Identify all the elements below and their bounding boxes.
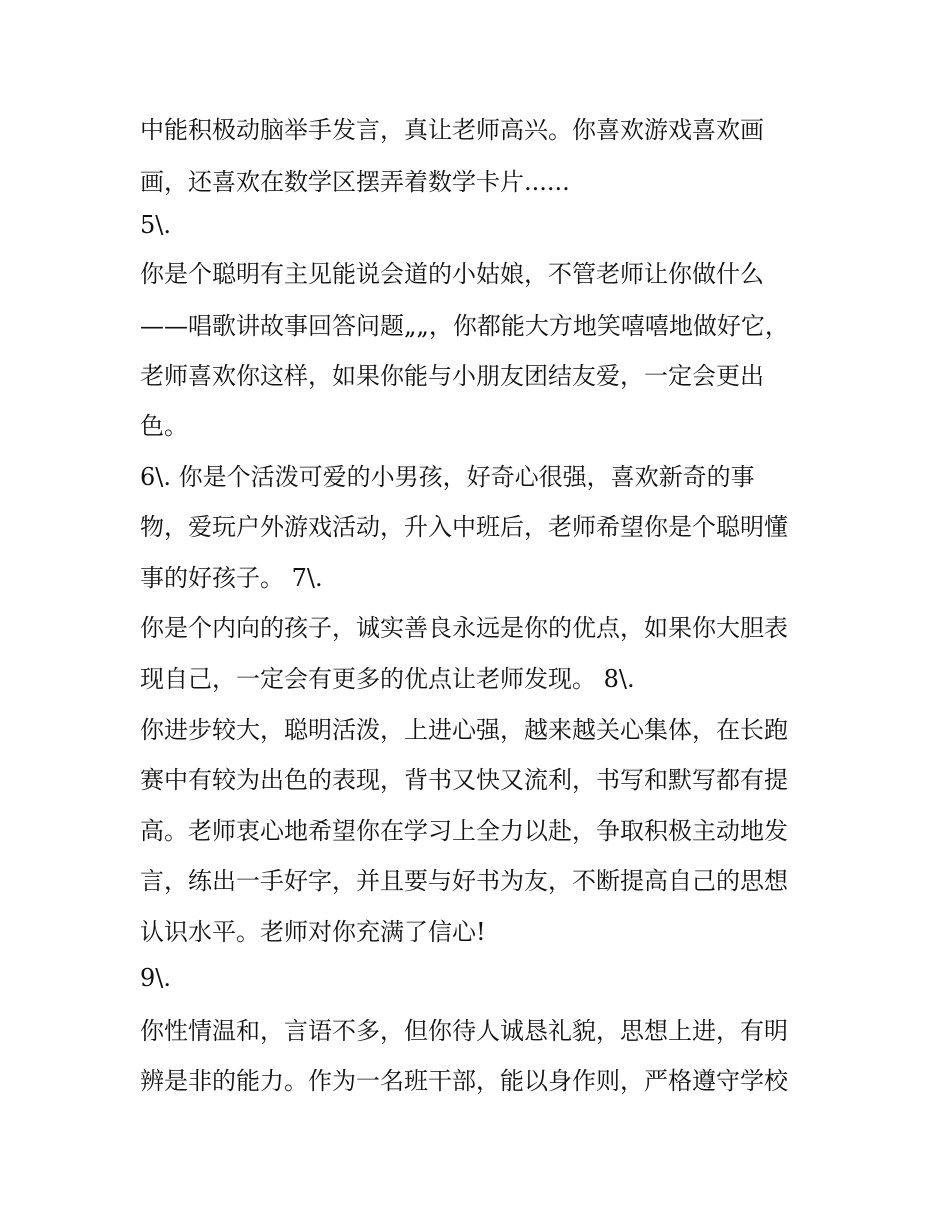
text-line: 赛中有较为出色的表现，背书又快又流利，书写和默写都有提 <box>140 766 788 794</box>
text-line: 9\. <box>140 964 171 992</box>
text-line: 色。 <box>140 412 188 440</box>
text-line: 老师喜欢你这样，如果你能与小朋友团结友爱，一定会更出 <box>140 362 764 390</box>
text-line: 5\. <box>140 211 171 239</box>
text-line: 认识水平。老师对你充满了信心! <box>140 918 486 946</box>
text-line: 事的好孩子。 7\. <box>140 564 323 592</box>
text-line: 中能积极动脑举手发言，真让老师高兴。你喜欢游戏喜欢画 <box>140 116 764 144</box>
text-line: 辨是非的能力。作为一名班干部，能以身作则，严格遵守学校 <box>140 1067 788 1095</box>
text-line: 高。老师衷心地希望你在学习上全力以赴，争取积极主动地发 <box>140 817 788 845</box>
text-line: 6\. 你是个活泼可爱的小男孩，好奇心很强，喜欢新奇的事 <box>140 463 755 491</box>
text-line: 你是个内向的孩子，诚实善良永远是你的优点，如果你大胆表 <box>140 614 788 642</box>
text-line: 你性情温和，言语不多，但你待人诚恳礼貌，思想上进，有明 <box>140 1017 788 1045</box>
text-line: 言，练出一手好字，并且要与好书为友，不断提高自己的思想 <box>140 867 788 895</box>
text-line: 你是个聪明有主见能说会道的小姑娘，不管老师让你做什么 <box>140 260 764 288</box>
text-line: ——唱歌讲故事回答问题„„，你都能大方地笑嘻嘻地做好它， <box>140 312 789 340</box>
text-line: 画，还喜欢在数学区摆弄着数学卡片...... <box>140 168 570 196</box>
text-line: 你进步较大，聪明活泼，上进心强，越来越关心集体，在长跑 <box>140 716 788 744</box>
text-line: 现自己，一定会有更多的优点让老师发现。 8\. <box>140 665 635 693</box>
text-line: 物，爱玩户外游戏活动，升入中班后，老师希望你是个聪明懂 <box>140 513 788 541</box>
